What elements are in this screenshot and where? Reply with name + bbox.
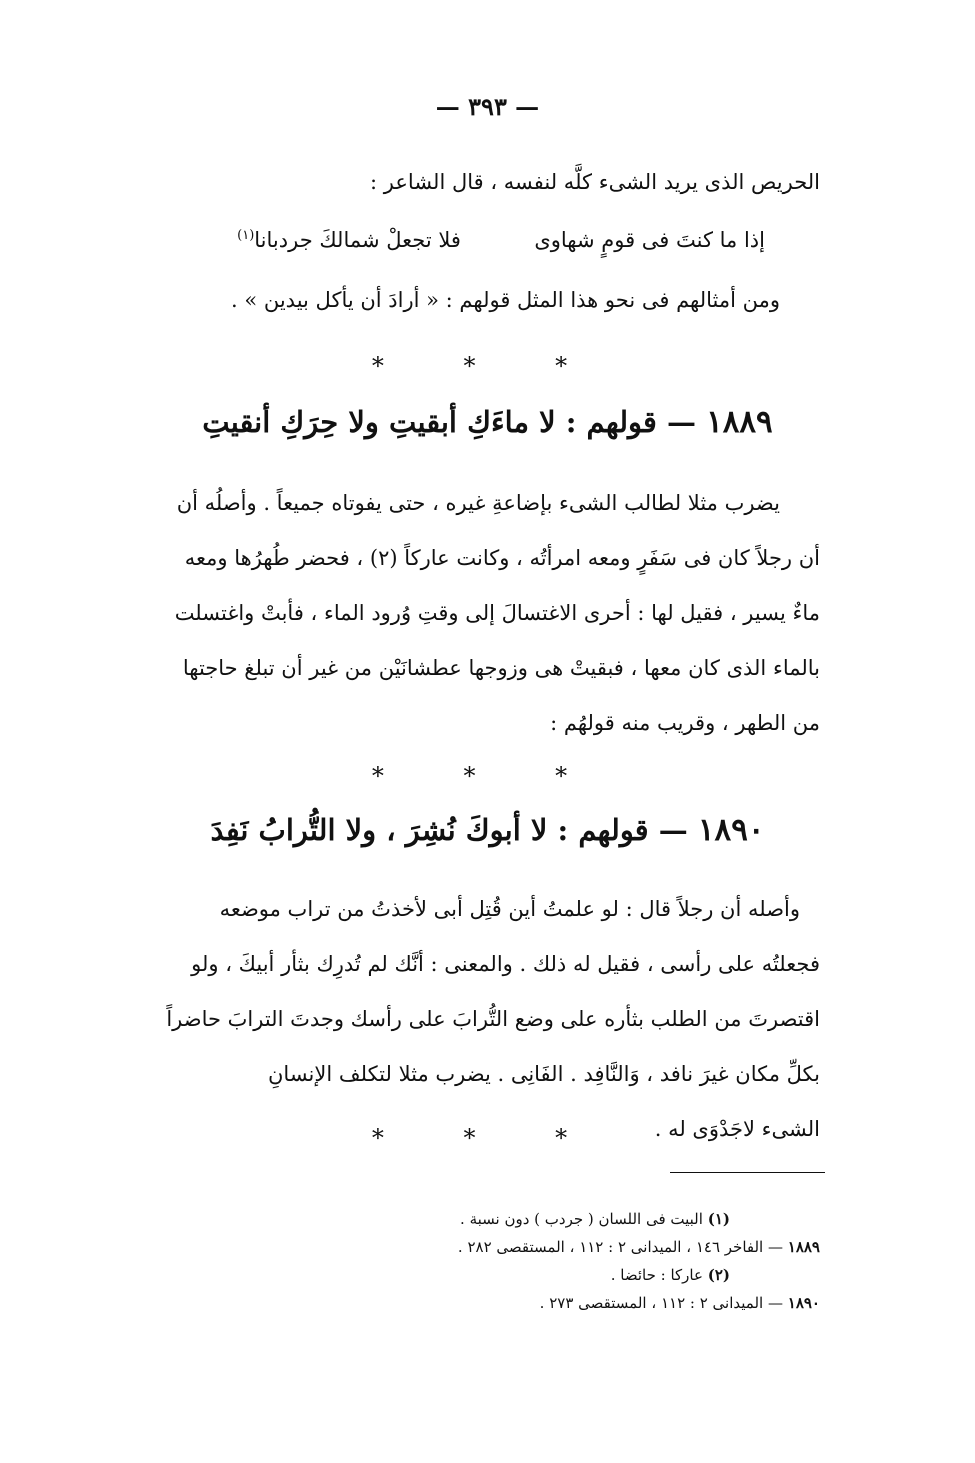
footnote-label: ١٨٩٠ bbox=[787, 1294, 820, 1312]
section-separator: * * * bbox=[371, 762, 604, 790]
entry-body bbox=[135, 476, 820, 751]
entry-title: قولهم : لا ماءَكِ أبقيتِ ولا حِرَكِ أنقيتِ bbox=[202, 405, 657, 439]
verse bbox=[125, 228, 765, 252]
footnote-text: البيت فى اللسان ( جردب ) دون نسبة . bbox=[460, 1210, 703, 1228]
footnote-text: — الفاخر ١٤٦ ، الميدانى ٢ : ١١٢ ، المستقصى ٢٨٢ . bbox=[457, 1238, 783, 1256]
body-line: ماءٌ يسير ، فقيل لها : أحرى الاغتسالَ إلى وقتِ وُرود الماء ، فأبتْ واغتسلت bbox=[174, 601, 820, 625]
body-line: وأصله أن رجلاً قال : لو علمتُ أين قُتِل أبى لأخذتُ من تراب موضعه bbox=[219, 897, 800, 921]
entry-heading bbox=[0, 812, 975, 848]
entry-number: ١٨٩٠ bbox=[697, 812, 765, 848]
verse-hemistich-right: إذا ما كنتَ فى قومٍ شهاوى bbox=[534, 228, 765, 252]
intro-line: ومن أمثالهم فى نحو هذا المثل قولهم : « أرادَ أن يأكل بيدين » . bbox=[230, 288, 780, 312]
section-separator: * * * bbox=[371, 1124, 604, 1152]
body-line: من الطهر ، وقريب منه قولهُم : bbox=[550, 711, 820, 735]
section-separator: * * * bbox=[371, 352, 604, 380]
footnote-rule bbox=[670, 1172, 825, 1173]
body-line: اقتصرتَ من الطلب بثأره على وضع التُّرابَ على رأسك وجدتَ الترابَ حاضراً bbox=[166, 1007, 820, 1031]
footnote bbox=[540, 1294, 820, 1312]
footnote bbox=[458, 1238, 820, 1256]
footnote-ref: (١) bbox=[237, 228, 255, 243]
body-line: يضرب مثلا لطالب الشىء بإضاعةِ غيره ، حتى يفوتاه جميعاً . وأصلُه أن bbox=[176, 491, 780, 515]
entry-title: قولهم : لا أبوكَ نُشِرَ ، ولا التُّرابُ نَفِدَ bbox=[210, 813, 649, 847]
entry-number: ١٨٨٩ bbox=[706, 404, 773, 440]
body-line: بكلِّ مكان غيرَ نافد ، وَالنَّافِد . الفَانِى . يضرب مثلا لتكلف الإنسانِ bbox=[268, 1062, 820, 1086]
footnote-label: (١) bbox=[707, 1210, 730, 1228]
body-line: بالماء الذى كان معها ، فبقيتْ هى وزوجها عطشانَيْن من غير أن تبلغ حاجتها bbox=[182, 656, 820, 680]
entry-body bbox=[135, 882, 820, 1157]
body-line: فجعلتُه على رأسى ، فقيل له ذلك . والمعنى : أنَّك لم تُدرِك بثأر أبيكَ ، ولو bbox=[191, 952, 820, 976]
page-number: — ٣٩٣ — bbox=[435, 92, 540, 121]
footnote-label: (٢) bbox=[707, 1266, 730, 1284]
entry-heading bbox=[0, 404, 975, 440]
verse-hemistich-left: فلا تجعلْ شمالكَ جردبانا bbox=[254, 228, 461, 252]
footnote-text: — الميدانى ٢ : ١١٢ ، المستقصى ٢٧٣ . bbox=[539, 1294, 783, 1312]
footnote-text: عاركا : حائضا . bbox=[610, 1266, 703, 1284]
footnote bbox=[611, 1266, 730, 1284]
body-line: أن رجلاً كان فى سَفَرٍ ومعه امرأتُه ، وكانت عاركاً (٢) ، فحضر طُهرُها ومعه bbox=[184, 546, 820, 570]
entry-dash: — bbox=[667, 405, 696, 439]
body-line: الشىء لاجَدْوَى له . bbox=[654, 1117, 820, 1141]
intro-line: الحريص الذى يريد الشىء كلَّه لنفسه ، قال الشاعر : bbox=[370, 170, 820, 194]
entry-dash: — bbox=[658, 813, 688, 847]
footnote bbox=[460, 1210, 730, 1228]
footnote-label: ١٨٨٩ bbox=[787, 1238, 820, 1256]
